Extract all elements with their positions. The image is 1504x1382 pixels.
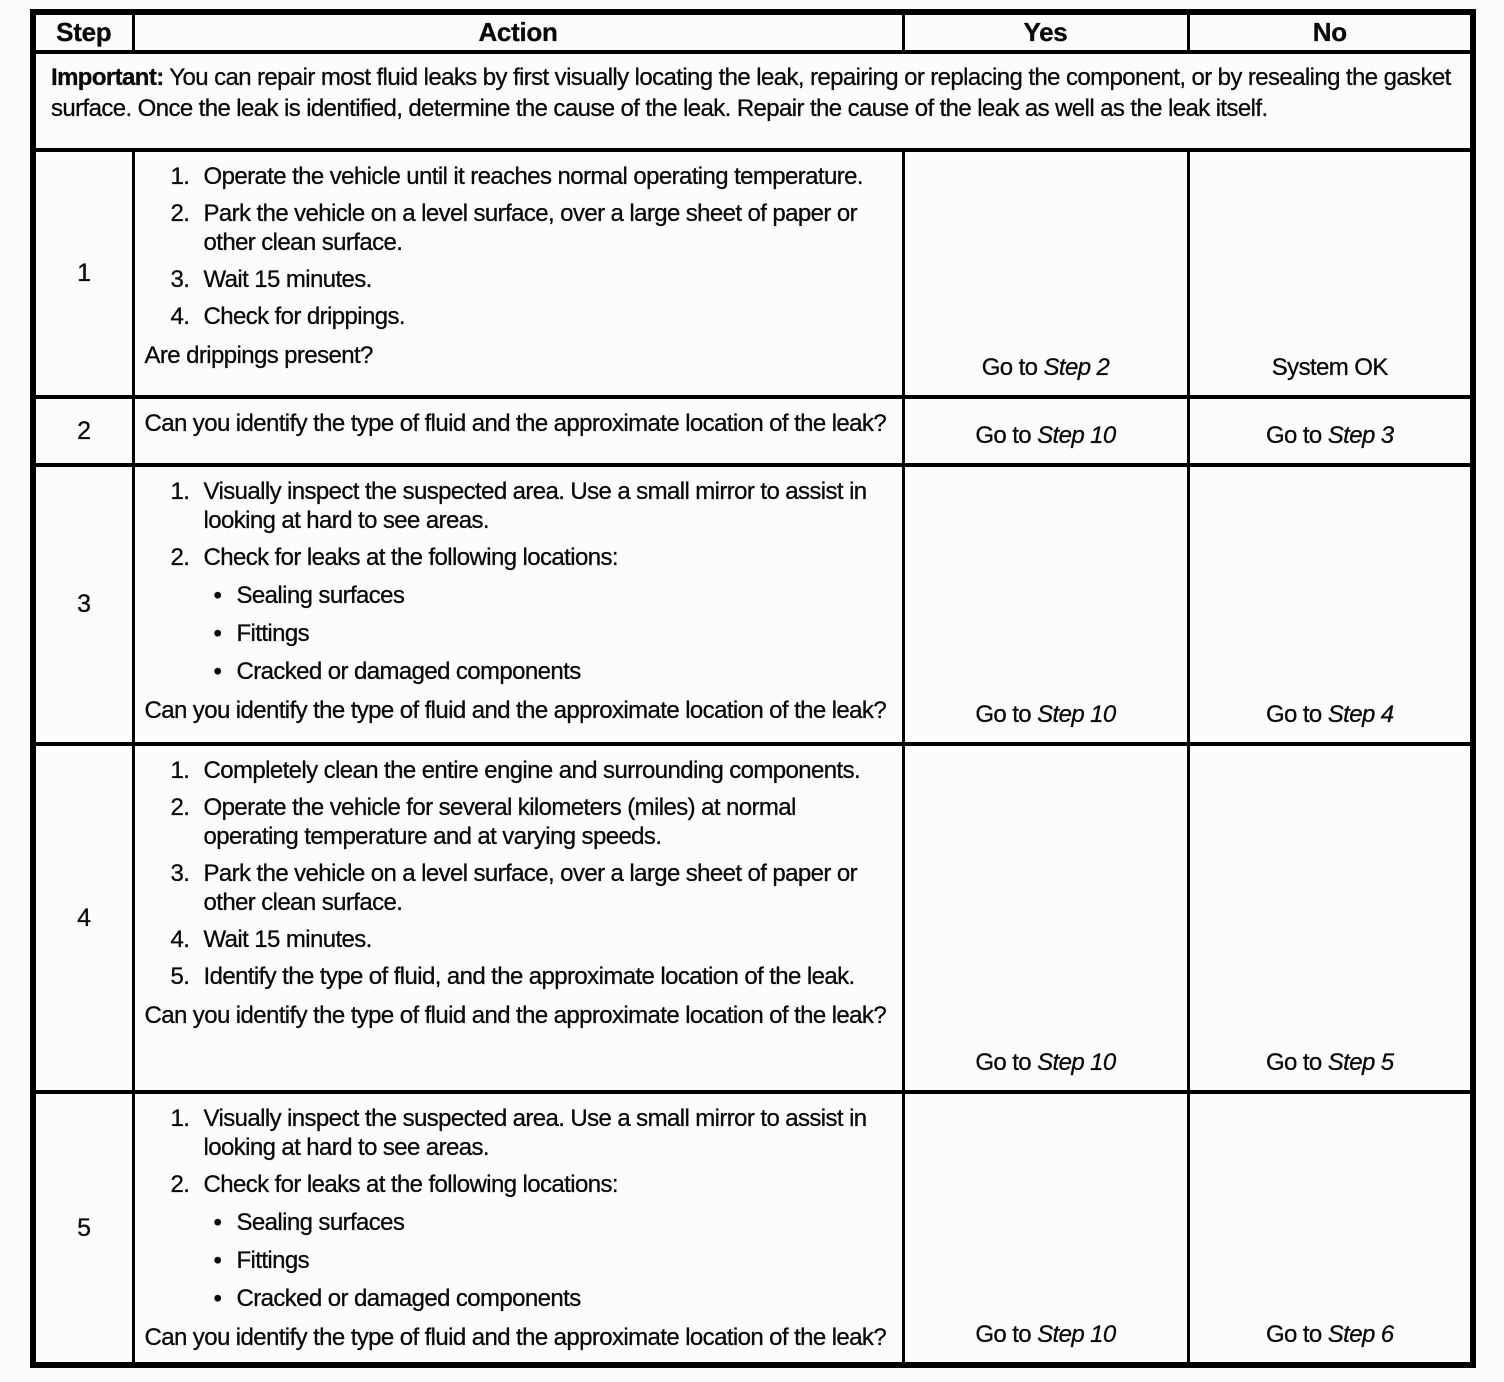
bullet-icon: •	[213, 1209, 222, 1236]
bullet-icon: •	[213, 582, 222, 609]
action-question: Can you identify the type of fluid and the approximate location of the leak?	[144, 1324, 887, 1351]
action-cell	[133, 150, 903, 397]
step-reference: Step 10	[1037, 422, 1116, 449]
step-reference: Step 6	[1327, 1321, 1394, 1348]
table-row-step-1	[33, 150, 1473, 397]
action-item: 2. Check for leaks at the following locations:	[170, 544, 618, 571]
action-item: 4. Wait 15 minutes.	[170, 926, 372, 953]
column-header-yes: Yes	[903, 12, 1188, 52]
bullet-icon: •	[213, 1247, 222, 1274]
action-item: 3. Wait 15 minutes.	[170, 266, 372, 293]
step-number: 4	[33, 744, 133, 1092]
yes-cell: Go to Step 2	[903, 150, 1188, 397]
no-cell: Go to Step 5	[1188, 744, 1473, 1092]
no-cell: Go to Step 3	[1188, 397, 1473, 465]
step-reference: Step 3	[1327, 422, 1394, 449]
table-row-step-3	[33, 465, 1473, 744]
important-note-row	[33, 52, 1473, 150]
action-cell	[133, 397, 903, 465]
action-item: 1. Visually inspect the suspected area. Use a small mirror to assist in looking at hard to see areas.	[170, 478, 867, 534]
yes-cell: Go to Step 10	[903, 1092, 1188, 1365]
action-item: 4. Check for drippings.	[170, 303, 405, 330]
bullet-icon: •	[213, 1285, 222, 1312]
bullet-item: • Fittings	[213, 1247, 310, 1274]
step-reference: Step 4	[1327, 701, 1394, 728]
step-number: 1	[33, 150, 133, 397]
bullet-item: • Cracked or damaged components	[213, 658, 581, 685]
step-number: 2	[33, 397, 133, 465]
bullet-icon: •	[213, 658, 222, 685]
action-question: Can you identify the type of fluid and the approximate location of the leak?	[144, 697, 887, 724]
action-question: Can you identify the type of fluid and the approximate location of the leak?	[144, 1002, 887, 1029]
important-text: You can repair most fluid leaks by first visually locating the leak, repairing or replacing the component, or by resealing the gasket surface. Once the leak is identified, determine the cause of the leak. Repair the cause of the leak as well as the leak itself.	[51, 64, 1451, 122]
fluid-leak-diagnosis-table	[30, 9, 1476, 1368]
action-item: 2. Operate the vehicle for several kilometers (miles) at normal operating temperature and at varying speeds.	[170, 794, 796, 850]
action-item: 1. Operate the vehicle until it reaches normal operating temperature.	[170, 163, 863, 190]
action-item: 5. Identify the type of fluid, and the approximate location of the leak.	[170, 963, 855, 990]
no-cell: Go to Step 4	[1188, 465, 1473, 744]
bullet-icon: •	[213, 620, 222, 647]
step-reference: Step 10	[1037, 1049, 1116, 1076]
bullet-item: • Fittings	[213, 620, 310, 647]
action-question: Are drippings present?	[144, 342, 373, 369]
step-reference: Step 10	[1037, 1321, 1116, 1348]
action-question: Can you identify the type of fluid and the approximate location of the leak?	[144, 410, 887, 437]
action-item: 1. Completely clean the entire engine and surrounding components.	[170, 757, 861, 784]
header-row	[33, 12, 1473, 52]
important-label: Important:	[51, 64, 164, 91]
column-header-step: Step	[33, 12, 133, 52]
table-row-step-4	[33, 744, 1473, 1092]
step-reference: Step 10	[1037, 701, 1116, 728]
step-reference: Step 5	[1327, 1049, 1394, 1076]
bullet-item: • Cracked or damaged components	[213, 1285, 581, 1312]
column-header-no: No	[1188, 12, 1473, 52]
step-number: 5	[33, 1092, 133, 1365]
step-reference: Step 2	[1043, 354, 1110, 381]
table-row-step-2	[33, 397, 1473, 465]
action-cell	[133, 744, 903, 1092]
no-cell: System OK	[1188, 150, 1473, 397]
important-note	[33, 52, 1473, 150]
yes-cell: Go to Step 10	[903, 465, 1188, 744]
yes-cell: Go to Step 10	[903, 744, 1188, 1092]
action-cell	[133, 465, 903, 744]
action-cell	[133, 1092, 903, 1365]
column-header-action: Action	[133, 12, 903, 52]
bullet-item: • Sealing surfaces	[213, 582, 405, 609]
action-item: 3. Park the vehicle on a level surface, over a large sheet of paper or other clean surface.	[170, 860, 858, 916]
bullet-item: • Sealing surfaces	[213, 1209, 405, 1236]
yes-cell: Go to Step 10	[903, 397, 1188, 465]
action-item: 2. Check for leaks at the following locations:	[170, 1171, 618, 1198]
action-item: 1. Visually inspect the suspected area. Use a small mirror to assist in looking at hard to see areas.	[170, 1105, 867, 1161]
action-item: 2. Park the vehicle on a level surface, over a large sheet of paper or other clean surface.	[170, 200, 858, 256]
step-number: 3	[33, 465, 133, 744]
no-cell: Go to Step 6	[1188, 1092, 1473, 1365]
table-row-step-5	[33, 1092, 1473, 1365]
